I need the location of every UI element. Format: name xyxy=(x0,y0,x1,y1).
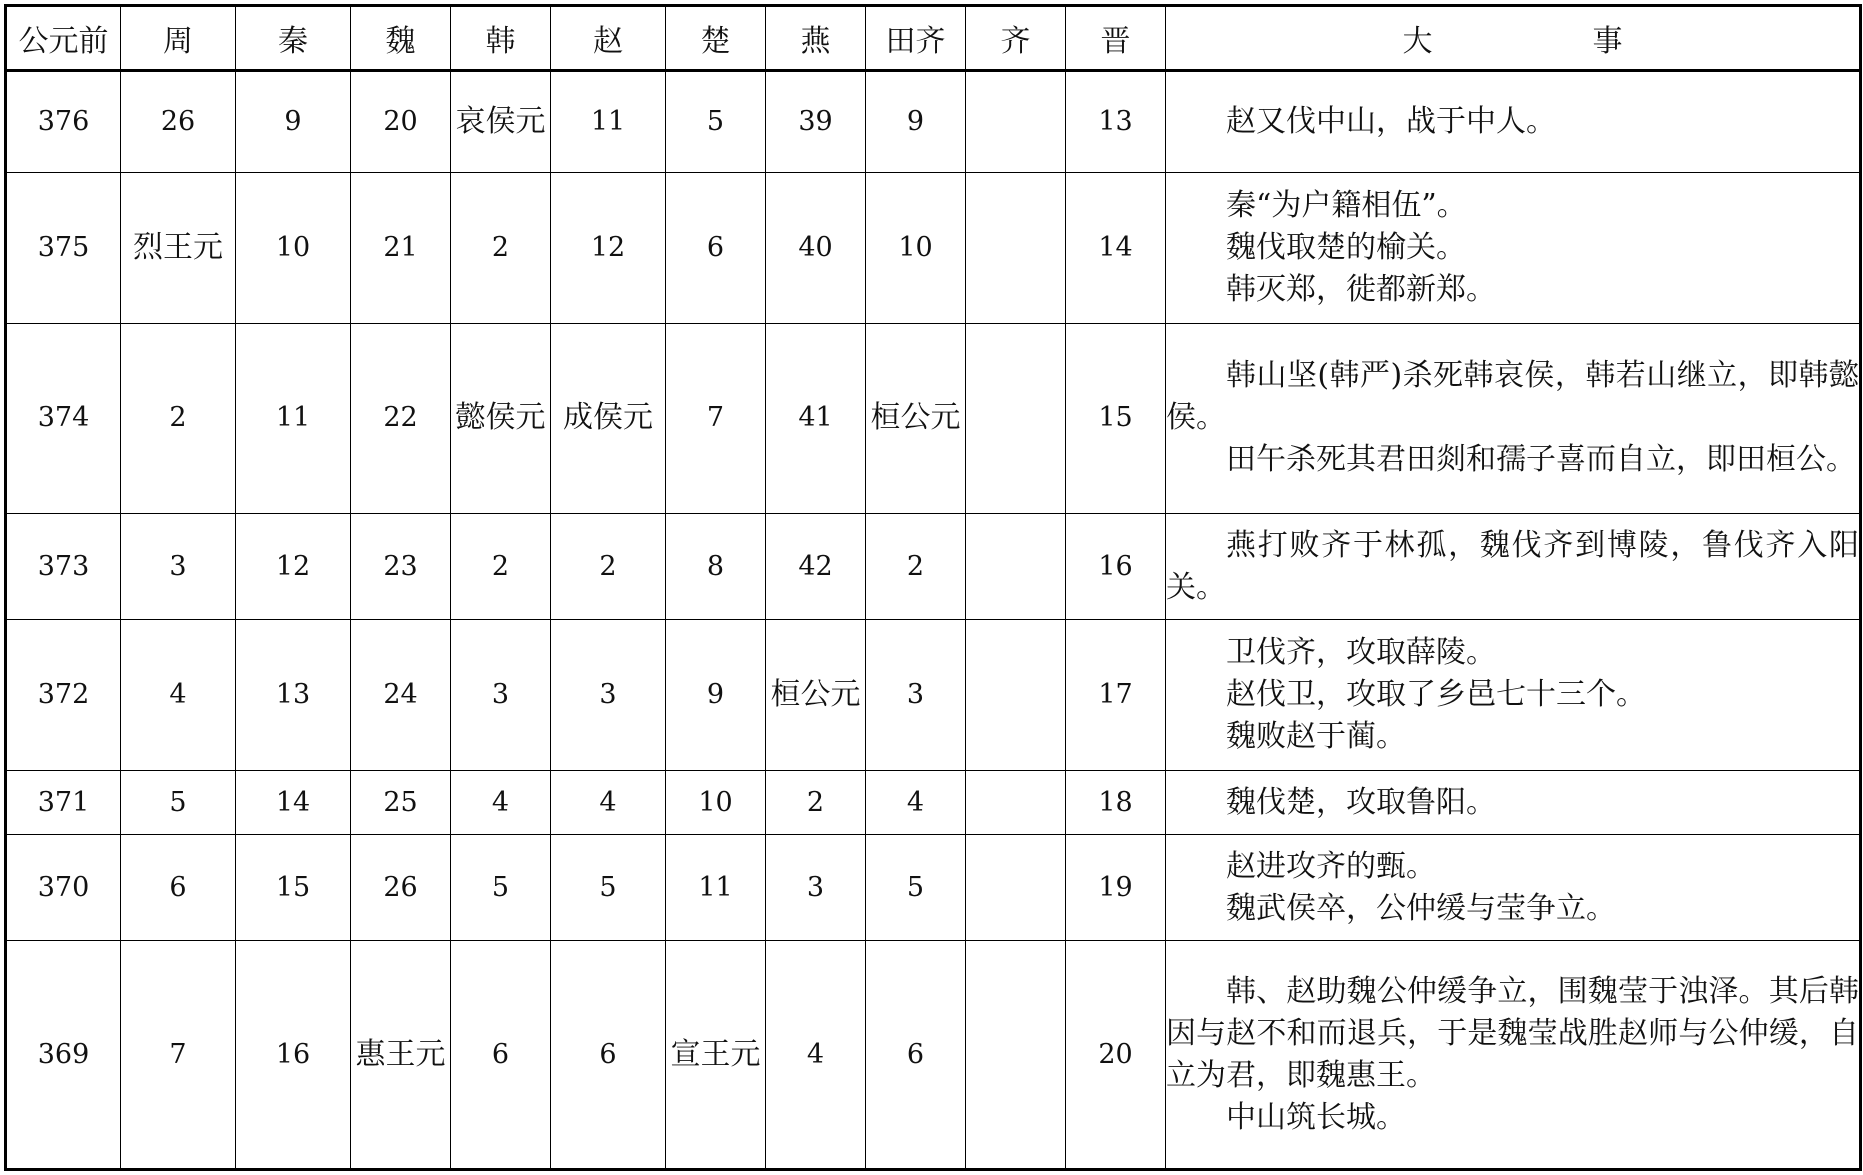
table-cell: 2 xyxy=(451,513,551,620)
table-cell: 3 xyxy=(121,513,236,620)
table-cell: 23 xyxy=(351,513,451,620)
table-cell: 14 xyxy=(1066,173,1166,324)
table-row xyxy=(6,173,1861,324)
table-cell: 哀侯元 xyxy=(451,71,551,173)
event-line: 韩、赵助魏公仲缓争立，围魏莹于浊泽。其后韩因与赵不和而退兵，于是魏莹战胜赵师与公仲缓，自立为君，即魏惠王。 xyxy=(1166,973,1859,1093)
table-cell: 3 xyxy=(451,620,551,771)
header-row xyxy=(6,6,1861,71)
table-cell xyxy=(966,71,1066,173)
events-cell xyxy=(1166,941,1861,1170)
table-cell: 2 xyxy=(121,323,236,513)
table-cell: 13 xyxy=(1066,71,1166,173)
event-line: 魏败赵于蔺。 xyxy=(1226,719,1406,755)
event-line: 秦“为户籍相伍”。 xyxy=(1226,188,1467,224)
table-cell: 8 xyxy=(666,513,766,620)
table-cell: 5 xyxy=(551,835,666,941)
table-cell: 懿侯元 xyxy=(451,323,551,513)
table-cell: 惠王元 xyxy=(351,941,451,1170)
header-state-tianqi: 田齐 xyxy=(866,6,966,71)
event-line: 田午杀死其君田剡和孺子喜而自立，即田桓公。 xyxy=(1226,442,1856,478)
header-state-han: 韩 xyxy=(451,6,551,71)
table-row xyxy=(6,323,1861,513)
table-cell: 5 xyxy=(451,835,551,941)
events-cell xyxy=(1166,173,1861,324)
table-cell: 39 xyxy=(766,71,866,173)
year-cell: 375 xyxy=(6,173,121,324)
table-cell: 16 xyxy=(236,941,351,1170)
table-cell: 14 xyxy=(236,771,351,835)
table-cell: 10 xyxy=(666,771,766,835)
header-state-qin: 秦 xyxy=(236,6,351,71)
year-cell: 374 xyxy=(6,323,121,513)
table-cell: 4 xyxy=(766,941,866,1170)
events-cell xyxy=(1166,835,1861,941)
table-cell: 17 xyxy=(1066,620,1166,771)
event-line: 魏伐取楚的榆关。 xyxy=(1226,230,1466,266)
table-cell: 宣王元 xyxy=(666,941,766,1170)
table-cell: 16 xyxy=(1066,513,1166,620)
table-row xyxy=(6,771,1861,835)
table-cell: 2 xyxy=(766,771,866,835)
year-cell: 372 xyxy=(6,620,121,771)
table-cell: 10 xyxy=(236,173,351,324)
table-cell xyxy=(966,620,1066,771)
table-cell xyxy=(966,771,1066,835)
table-cell: 2 xyxy=(451,173,551,324)
event-line: 燕打败齐于林孤，魏伐齐到博陵，鲁伐齐入阳关。 xyxy=(1166,527,1859,605)
table-cell: 9 xyxy=(666,620,766,771)
header-state-zhao: 赵 xyxy=(551,6,666,71)
table-cell: 7 xyxy=(666,323,766,513)
table-cell xyxy=(966,941,1066,1170)
table-cell: 4 xyxy=(451,771,551,835)
table-cell: 5 xyxy=(866,835,966,941)
table-cell: 6 xyxy=(666,173,766,324)
table-cell: 成侯元 xyxy=(551,323,666,513)
table-cell: 22 xyxy=(351,323,451,513)
table-cell: 4 xyxy=(551,771,666,835)
table-cell: 2 xyxy=(866,513,966,620)
table-cell: 20 xyxy=(1066,941,1166,1170)
table-cell: 26 xyxy=(121,71,236,173)
table-cell: 6 xyxy=(866,941,966,1170)
year-cell: 376 xyxy=(6,71,121,173)
table-cell: 18 xyxy=(1066,771,1166,835)
events-cell xyxy=(1166,513,1861,620)
table-cell: 5 xyxy=(666,71,766,173)
header-events-part1: 大 xyxy=(1402,24,1433,59)
table-cell: 7 xyxy=(121,941,236,1170)
table-cell: 9 xyxy=(236,71,351,173)
table-row xyxy=(6,835,1861,941)
header-year: 公元前 xyxy=(6,6,121,71)
table-cell: 15 xyxy=(236,835,351,941)
table-cell xyxy=(966,173,1066,324)
event-line: 魏武侯卒，公仲缓与莹争立。 xyxy=(1226,890,1616,926)
table-cell: 3 xyxy=(866,620,966,771)
year-cell: 371 xyxy=(6,771,121,835)
header-state-yan: 燕 xyxy=(766,6,866,71)
table-cell: 9 xyxy=(866,71,966,173)
year-cell: 370 xyxy=(6,835,121,941)
table-cell: 桓公元 xyxy=(866,323,966,513)
table-cell: 5 xyxy=(121,771,236,835)
event-line: 赵又伐中山，战于中人。 xyxy=(1226,104,1556,140)
events-cell xyxy=(1166,620,1861,771)
table-cell: 26 xyxy=(351,835,451,941)
table-cell: 3 xyxy=(551,620,666,771)
table-cell: 40 xyxy=(766,173,866,324)
table-cell: 41 xyxy=(766,323,866,513)
table-cell xyxy=(966,323,1066,513)
header-events xyxy=(1166,6,1861,71)
chronology-table xyxy=(4,4,1862,1171)
events-cell xyxy=(1166,771,1861,835)
table-cell: 桓公元 xyxy=(766,620,866,771)
table-cell: 25 xyxy=(351,771,451,835)
event-line: 赵伐卫，攻取了乡邑七十三个。 xyxy=(1226,677,1646,713)
year-cell: 369 xyxy=(6,941,121,1170)
event-line: 韩灭郑，徙都新郑。 xyxy=(1226,272,1496,308)
table-cell: 11 xyxy=(551,71,666,173)
table-row xyxy=(6,620,1861,771)
table-cell: 19 xyxy=(1066,835,1166,941)
table-cell: 4 xyxy=(866,771,966,835)
table-cell: 11 xyxy=(666,835,766,941)
header-state-zhou: 周 xyxy=(121,6,236,71)
table-cell: 6 xyxy=(121,835,236,941)
table-cell: 10 xyxy=(866,173,966,324)
table-cell: 烈王元 xyxy=(121,173,236,324)
year-cell: 373 xyxy=(6,513,121,620)
table-row xyxy=(6,71,1861,173)
header-state-wei: 魏 xyxy=(351,6,451,71)
table-cell: 2 xyxy=(551,513,666,620)
table-cell: 20 xyxy=(351,71,451,173)
event-line: 韩山坚(韩严)杀死韩哀侯，韩若山继立，即韩懿侯。 xyxy=(1166,358,1859,436)
table-cell: 4 xyxy=(121,620,236,771)
table-cell: 12 xyxy=(551,173,666,324)
event-line: 中山筑长城。 xyxy=(1226,1099,1406,1135)
event-line: 魏伐楚，攻取鲁阳。 xyxy=(1226,784,1496,820)
table-cell xyxy=(966,835,1066,941)
table-cell: 6 xyxy=(551,941,666,1170)
header-events-part2: 事 xyxy=(1592,24,1623,59)
events-cell xyxy=(1166,323,1861,513)
table-cell: 6 xyxy=(451,941,551,1170)
event-line: 赵进攻齐的甄。 xyxy=(1226,848,1436,884)
table-cell: 3 xyxy=(766,835,866,941)
event-line: 卫伐齐，攻取薛陵。 xyxy=(1226,635,1496,671)
table-row xyxy=(6,941,1861,1170)
table-cell xyxy=(966,513,1066,620)
header-state-qi: 齐 xyxy=(966,6,1066,71)
table-cell: 13 xyxy=(236,620,351,771)
table-row xyxy=(6,513,1861,620)
table-cell: 24 xyxy=(351,620,451,771)
table-cell: 11 xyxy=(236,323,351,513)
table-cell: 15 xyxy=(1066,323,1166,513)
header-state-jin: 晋 xyxy=(1066,6,1166,71)
table-cell: 21 xyxy=(351,173,451,324)
table-cell: 42 xyxy=(766,513,866,620)
events-cell xyxy=(1166,71,1861,173)
header-state-chu: 楚 xyxy=(666,6,766,71)
table-cell: 12 xyxy=(236,513,351,620)
